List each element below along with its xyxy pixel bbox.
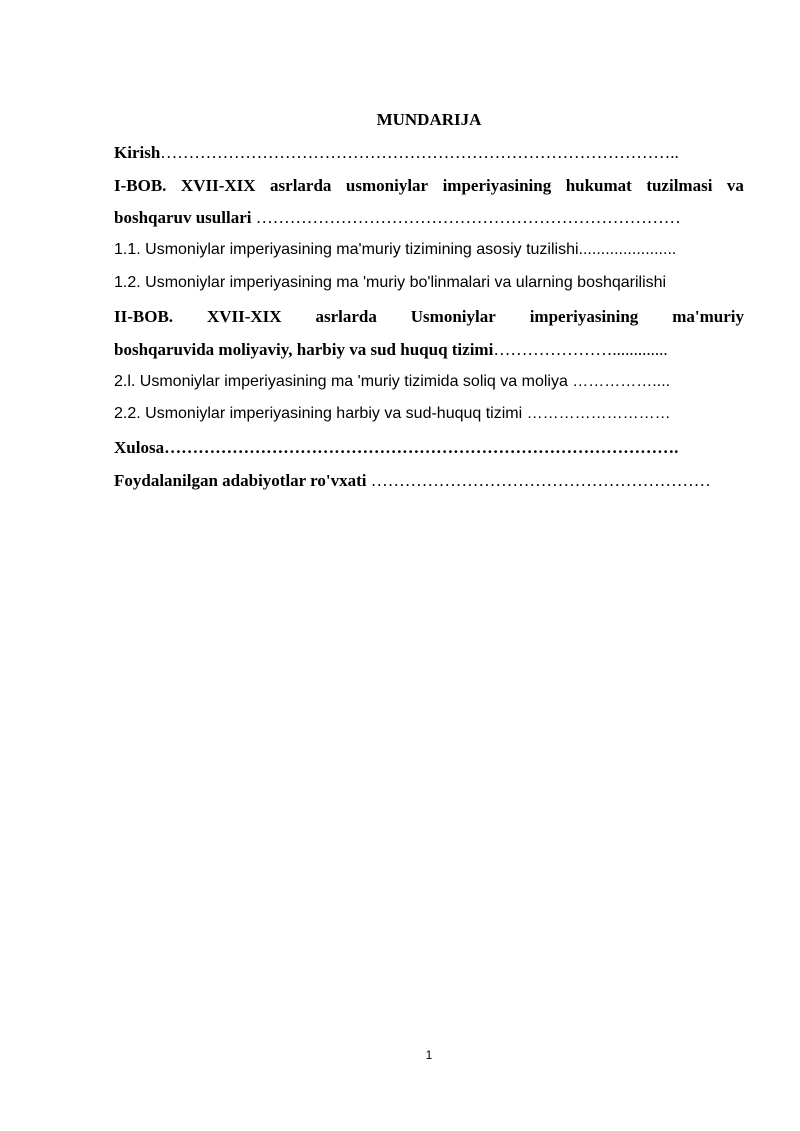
toc-word: imperiyasining: [442, 176, 552, 195]
toc-word: asrlarda: [270, 176, 332, 195]
toc-word: asrlarda: [315, 307, 377, 326]
toc-label: boshqaruvida moliyaviy, harbiy va sud huquq tizimi: [114, 340, 494, 359]
toc-entry-xulosa: Xulosa……………………………………………………………………………….: [114, 438, 679, 457]
toc-entry-1-2: 1.2. Usmoniylar imperiyasining ma 'muriy bo'linmalari va ularning boshqarilishi: [114, 274, 667, 291]
toc-entry-bob1-line2: [114, 208, 744, 228]
page-number: 1: [425, 1048, 433, 1062]
toc-leader: ……………………………………………………: [366, 471, 711, 490]
toc-entry-2-2: 2.2. Usmoniylar imperiyasining harbiy va sud-huquq tizimi ………………………: [114, 405, 671, 422]
toc-leader: ………………………………………………………………………………..: [160, 143, 679, 162]
toc-word: tuzilmasi: [646, 176, 713, 195]
toc-word: Usmoniylar: [410, 307, 496, 326]
toc-word: ma'muriy: [672, 307, 744, 326]
toc-entry-1-1: 1.1. Usmoniylar imperiyasining ma'muriy tizimining asosiy tuzilishi......................: [114, 241, 677, 258]
toc-word: hukumat: [565, 176, 632, 195]
toc-word: usmoniylar: [345, 176, 429, 195]
toc-entry-2-1: 2.l. Usmoniylar imperiyasining ma 'muriy tizimida soliq va moliya ……………....: [114, 373, 671, 390]
toc-entry-bob2-line1: [114, 307, 744, 327]
toc-label: Foydalanilgan adabiyotlar ro'vxati: [114, 471, 367, 490]
toc-leader: ………………….............: [493, 340, 668, 359]
toc-leader: …………………………………………………………………: [251, 208, 681, 227]
toc-label: Kirish: [114, 143, 161, 162]
page-title: MUNDARIJA: [376, 110, 482, 129]
toc-label: boshqaruv usullari: [114, 208, 252, 227]
toc-word: I-BOB.: [114, 176, 167, 195]
toc-word: XVII-XIX: [206, 307, 282, 326]
toc-word: XVII-XIX: [180, 176, 256, 195]
toc-word: va: [726, 176, 744, 195]
toc-word: II-BOB.: [114, 307, 174, 326]
toc-entry-kirish: [114, 143, 744, 163]
toc-entry-adabiyotlar: [114, 471, 744, 491]
toc-entry-bob2-line2: [114, 340, 744, 360]
toc-word: imperiyasining: [529, 307, 639, 326]
toc-entry-bob1-line1: [114, 176, 744, 196]
